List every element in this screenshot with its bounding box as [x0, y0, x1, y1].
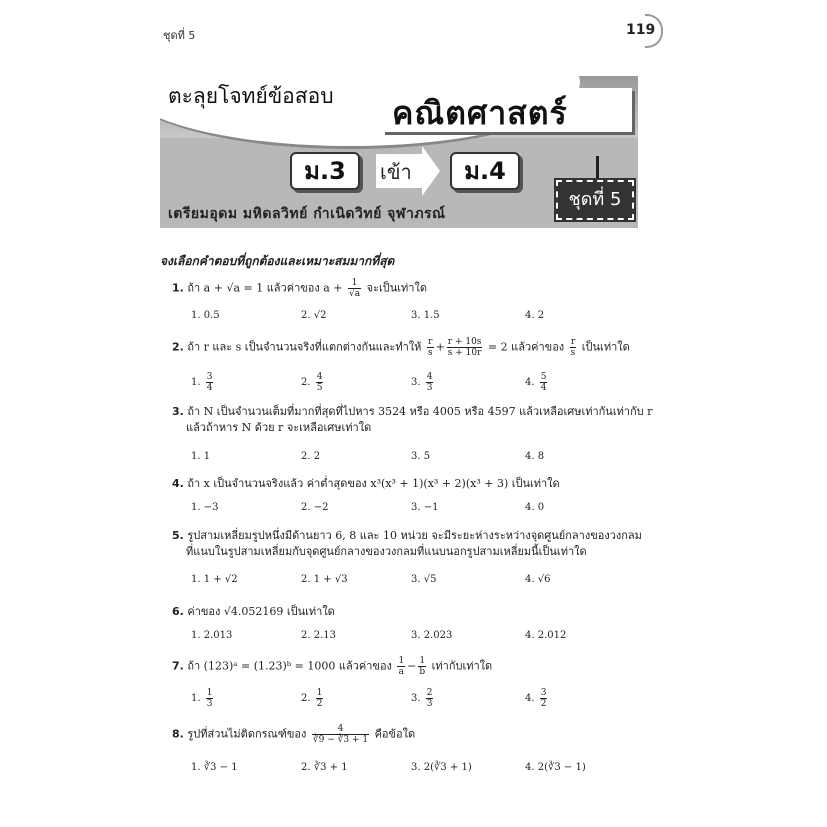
option[interactable]: 2. 2: [301, 451, 321, 462]
denominator: 3: [206, 699, 213, 709]
question-4: [172, 476, 560, 492]
numerator: 1: [206, 688, 213, 698]
question-8: [172, 724, 415, 745]
question-text: เป็นเท่าใด: [581, 340, 630, 354]
denominator: √a: [349, 289, 361, 299]
numerator: 4: [426, 372, 433, 382]
question-6: [172, 604, 335, 620]
option[interactable]: 3. −1: [411, 502, 439, 513]
option[interactable]: 2. √2: [301, 310, 327, 321]
option[interactable]: 1. 0.5: [191, 310, 220, 321]
fraction: [418, 656, 426, 677]
question-1: [172, 278, 427, 299]
option[interactable]: 4. 0: [525, 502, 545, 513]
option[interactable]: [301, 372, 325, 393]
option[interactable]: [191, 688, 215, 709]
denominator: 3: [426, 383, 433, 393]
options-7: [191, 688, 611, 712]
numerator: r: [570, 337, 576, 347]
fraction: [316, 372, 324, 393]
instruction: จงเลือกคำตอบที่ถูกต้องและเหมาะสมมากที่สุด: [160, 254, 395, 268]
question-2: 2. ถ้า r และ s เป็นจำนวนจริงที่แตกต่างกันและทำให้ $\frac{r}{s}$ + $\frac{r + 10s}{s + 10r}$ = 2 แล้วค่าของ $\frac{r}{s}$ เป็นเท่าใด: [172, 337, 630, 358]
from-grade-box: ม.3: [290, 152, 360, 190]
option[interactable]: 4. √6: [525, 574, 551, 585]
question-text: เท่ากับเท่าใด: [431, 659, 493, 673]
options-3: [191, 451, 611, 471]
option-number: 2.: [301, 377, 311, 388]
school-list: เตรียมอุดม มหิดลวิทย์ กำเนิดวิทย์ จุฬาภรณ์: [168, 206, 446, 222]
fraction: [427, 337, 434, 358]
option[interactable]: 4. 8: [525, 451, 545, 462]
option[interactable]: 4. 2: [525, 310, 545, 321]
option[interactable]: [411, 372, 435, 393]
question-text: ถ้า r และ s เป็นจำนวนจริงที่แตกต่างกันและทำให้: [187, 340, 422, 354]
option[interactable]: 3. 5: [411, 451, 431, 462]
numerator: 3: [206, 372, 213, 382]
option[interactable]: [301, 688, 325, 709]
option[interactable]: 3. 2(∛3 + 1): [411, 762, 472, 773]
option[interactable]: 4. 2(∛3 − 1): [525, 762, 586, 773]
denominator: 4: [206, 383, 213, 393]
denominator: 2: [540, 699, 547, 709]
denominator: s + 10r: [447, 348, 482, 358]
page-number-arc: [645, 14, 663, 48]
options-8: [191, 762, 611, 782]
option-number: 3.: [411, 693, 421, 704]
question-3: [172, 404, 652, 436]
numerator: r: [428, 337, 433, 347]
option[interactable]: 2. −2: [301, 502, 329, 513]
denominator: b: [419, 667, 426, 677]
option[interactable]: 1. −3: [191, 502, 219, 513]
page-number: 119: [626, 22, 656, 38]
options-2: [191, 372, 611, 396]
question-number: 5.: [172, 529, 184, 542]
denominator: a: [398, 667, 404, 677]
banner-title: คณิตศาสตร์: [392, 94, 568, 132]
option[interactable]: 1. 1: [191, 451, 211, 462]
banner-subtitle: ตะลุยโจทย์ข้อสอบ: [168, 84, 334, 108]
option-number: 3.: [411, 377, 421, 388]
option[interactable]: 4. 2.012: [525, 630, 567, 641]
numerator: 1: [348, 278, 361, 289]
option[interactable]: [411, 688, 435, 709]
question-number: 3.: [172, 405, 184, 418]
option-number: 4.: [525, 693, 535, 704]
question-number: 6.: [172, 605, 184, 618]
option[interactable]: 3. 1.5: [411, 310, 440, 321]
fraction: [312, 724, 369, 745]
to-grade-box: ม.4: [450, 152, 520, 190]
fraction: [426, 688, 434, 709]
denominator: ∛9 − ∛3 + 1: [312, 735, 369, 745]
question-text: รูปที่ส่วนไม่ติดกรณฑ์ของ: [187, 727, 307, 741]
question-number: 2.: [172, 340, 184, 354]
option[interactable]: 2. 1 + √3: [301, 574, 348, 585]
question-number: 1.: [172, 281, 184, 295]
title-banner: [160, 76, 638, 228]
options-1: [191, 310, 611, 330]
set-badge: ชุดที่ 5: [556, 180, 634, 220]
question-7: 7. ถ้า (123)ᵃ = (1.23)ᵇ = 1000 แล้วค่าของ $\frac{1}{a}$ − $\frac{1}{b}$ เท่ากับเท่าใด: [172, 656, 493, 677]
question-text: คือข้อใด: [374, 727, 416, 741]
question-number: 7.: [172, 659, 184, 673]
option[interactable]: 2. ∛3 + 1: [301, 762, 348, 773]
fraction: [426, 372, 434, 393]
option[interactable]: [191, 372, 215, 393]
question-text: ที่แนบในรูปสามเหลี่ยมกับจุดศูนย์กลางของวงกลมที่แนบนอกรูปสามเหลี่ยมนี้เป็นเท่าใด: [186, 545, 587, 558]
fraction: [316, 688, 324, 709]
fraction: [570, 337, 577, 358]
question-text: แล้วถ้าหาร N ด้วย r จะเหลือเศษเท่าใด: [186, 421, 372, 434]
numerator: 5: [540, 372, 547, 382]
question-text: จะเป็นเท่าใด: [366, 281, 427, 295]
denominator: s: [570, 348, 576, 358]
numerator: 4: [312, 724, 369, 735]
question-text: ถ้า x เป็นจำนวนจริงแล้ว ค่าต่ำสุดของ x³(x³ + 1)(x³ + 2)(x³ + 3) เป็นเท่าใด: [187, 477, 560, 490]
fraction: [397, 656, 405, 677]
banner-title-box: [382, 88, 632, 132]
option[interactable]: [525, 688, 549, 709]
numerator: 3: [540, 688, 547, 698]
fraction: [348, 278, 361, 299]
fraction: [447, 337, 483, 358]
question-number: 8.: [172, 727, 184, 741]
fraction: [540, 372, 548, 393]
question-text: = 2 แล้วค่าของ: [487, 340, 565, 354]
option-number: 4.: [525, 377, 535, 388]
question-text: รูปสามเหลี่ยมรูปหนึ่งมีด้านยาว 6, 8 และ 10 หน่วย จะมีระยะห่างระหว่างจุดศูนย์กลางของวงกลม: [187, 529, 642, 542]
denominator: 4: [540, 383, 547, 393]
option-number: 2.: [301, 693, 311, 704]
options-5: [191, 574, 611, 594]
fraction: [206, 688, 214, 709]
fraction: [540, 688, 548, 709]
options-6: [191, 630, 611, 650]
options-4: [191, 502, 611, 522]
denominator: 3: [426, 699, 433, 709]
option[interactable]: [525, 372, 549, 393]
option[interactable]: 1. ∛3 − 1: [191, 762, 238, 773]
question-text: ถ้า a + √a = 1 แล้วค่าของ a +: [187, 281, 343, 295]
option-number: 1.: [191, 693, 201, 704]
denominator: 5: [316, 383, 323, 393]
fraction: [206, 372, 214, 393]
option[interactable]: 3. √5: [411, 574, 437, 585]
option[interactable]: 2. 2.13: [301, 630, 336, 641]
option[interactable]: 1. 1 + √2: [191, 574, 238, 585]
question-text: ถ้า (123)ᵃ = (1.23)ᵇ = 1000 แล้วค่าของ: [187, 659, 392, 673]
numerator: 1: [316, 688, 323, 698]
question-text: ค่าของ √4.052169 เป็นเท่าใด: [187, 605, 335, 618]
arrow-head-icon: [422, 146, 440, 196]
option-number: 1.: [191, 377, 201, 388]
denominator: s: [427, 348, 433, 358]
question-text: ถ้า N เป็นจำนวนเต็มที่มากที่สุดที่ไปหาร 3524 หรือ 4005 หรือ 4597 แล้วเหลือเศษเท่ากันเท่ากับ r: [187, 405, 653, 418]
running-header-set: ชุดที่ 5: [163, 29, 196, 42]
option[interactable]: 3. 2.023: [411, 630, 453, 641]
numerator: 1: [419, 656, 426, 666]
denominator: 2: [316, 699, 323, 709]
arrow-label: เข้า: [380, 160, 412, 184]
set-badge-tick: [596, 156, 599, 178]
question-number: 4.: [172, 477, 184, 490]
numerator: r + 10s: [447, 337, 482, 347]
option[interactable]: 1. 2.013: [191, 630, 233, 641]
numerator: 1: [398, 656, 405, 666]
question-5: [172, 528, 642, 560]
numerator: 4: [316, 372, 323, 382]
numerator: 2: [426, 688, 433, 698]
